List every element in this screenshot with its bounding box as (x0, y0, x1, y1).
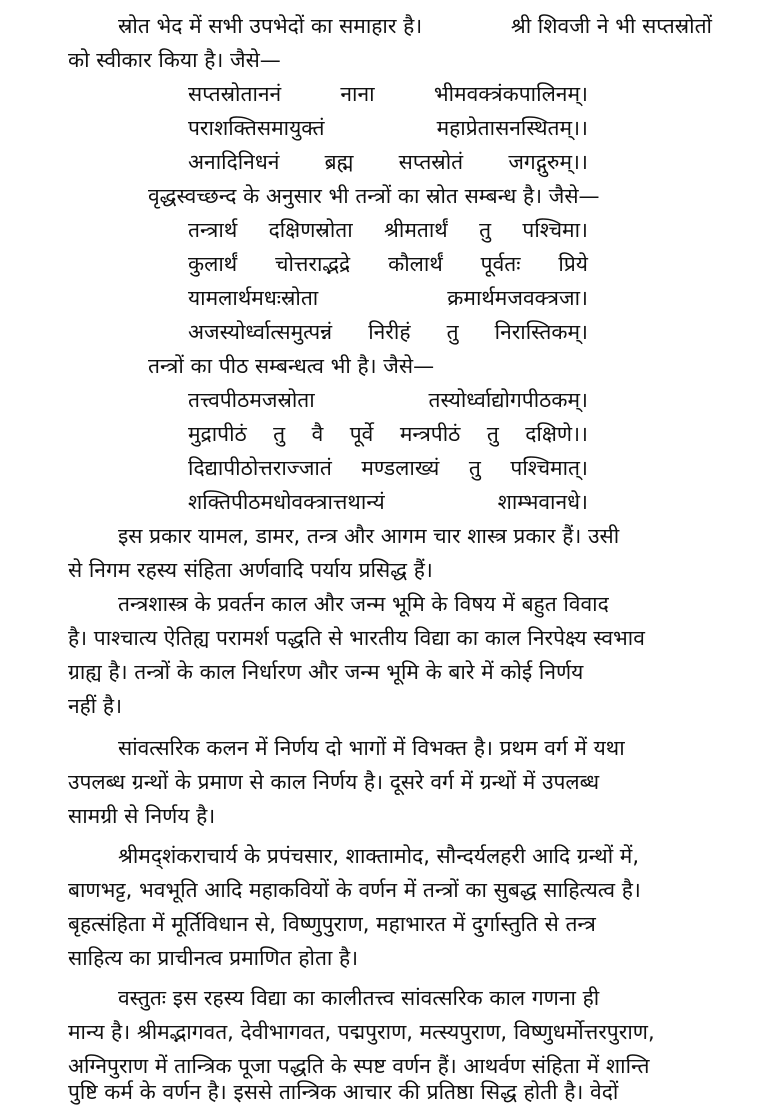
paragraph-line: पुष्टि कर्म के वर्णन है। इससे तान्त्रिक आचार की प्रतिष्ठा सिद्ध होती है। वेदों (68, 1080, 619, 1104)
paragraph-line: वृद्धस्वच्छन्द के अनुसार भी तन्त्रों का स्रोत सम्बन्ध है। जैसे— (148, 184, 600, 208)
paragraph-line: इस प्रकार यामल, डामर, तन्त्र और आगम चार शास्त्र प्रकार हैं। उसी (118, 524, 620, 548)
paragraph-line: साहित्य का प्राचीनत्व प्रमाणित होता है। (68, 946, 359, 970)
paragraph-line: तन्त्रों का पीठ सम्बन्धत्व भी है। जैसे— (148, 354, 435, 378)
paragraph-line: नहीं है। (68, 694, 123, 718)
paragraph-line: है। पाश्चात्य ऐतिह्य परामर्श पद्धति से भारतीय विद्या का काल निरपेक्ष्य स्वभाव (68, 626, 645, 650)
paragraph-line: मान्य है। श्रीमद्भागवत, देवीभागवत, पद्मपुराण, मत्स्यपुराण, विष्णुधर्मोत्तरपुराण, (68, 1020, 655, 1044)
paragraph-line: सांवत्सरिक कलन में निर्णय दो भागों में विभक्त है। प्रथम वर्ग में यथा (118, 736, 625, 760)
paragraph-line: सामग्री से निर्णय है। (68, 804, 216, 828)
paragraph-line: अग्निपुराण में तान्त्रिक पूजा पद्धति के स्पष्ट वर्णन हैं। आथर्वण संहिता में शान्ति (68, 1054, 650, 1078)
verse-line: सप्तस्रोताननं नाना भीमवक्त्रंकपालिनम्। (188, 82, 588, 106)
paragraph-line: से निगम रहस्य संहिता अर्णवादि पर्याय प्रसिद्ध हैं। (68, 558, 433, 582)
paragraph-line: बृहत्संहिता में मूर्तिविधान से, विष्णुपुराण, महाभारत में दुर्गास्तुति से तन्त्र (68, 912, 596, 936)
paragraph-line: उपलब्ध ग्रन्थों के प्रमाण से काल निर्णय है। दूसरे वर्ग में ग्रन्थों में उपलब्ध (68, 770, 600, 794)
verse-line: यामलार्थमधःस्रोता क्रमार्थमजवक्त्रजा। (188, 286, 588, 310)
verse-line: अनादिनिधनं ब्रह्म सप्तस्रोतं जगद्गुरुम्।। (188, 150, 588, 174)
verse-line: शक्तिपीठमधोवक्त्रात्तथान्यं शाम्भवानधे। (188, 490, 588, 514)
paragraph-line: वस्तुतः इस रहस्य विद्या का कालीतत्त्व सांवत्सरिक काल गणना ही (118, 986, 600, 1010)
verse-line: तन्त्रार्थ दक्षिणस्रोता श्रीमतार्थं तु पश्चिमा। (188, 218, 588, 242)
verse-line: दिद्यापीठोत्तराज्जातं मण्डलाख्यं तु पश्चिमात्। (188, 456, 588, 480)
paragraph-line: को स्वीकार किया है। जैसे— (68, 48, 281, 72)
paragraph-line: तन्त्रशास्त्र के प्रवर्तन काल और जन्म भूमि के विषय में बहुत विवाद (118, 592, 609, 616)
verse-line: अजस्योर्ध्वात्समुत्पन्नं निरीहं तु निरास्तिकम्। (188, 320, 588, 344)
paragraph-line: बाणभट्ट, भवभूति आदि महाकवियों के वर्णन में तन्त्रों का सुबद्ध साहित्यत्व है। (68, 878, 641, 902)
verse-line: पराशक्तिसमायुक्तं महाप्रेतासनस्थितम्।। (188, 116, 588, 140)
verse-line: कुलार्थं चोत्तराद्भद्रे कौलार्थं पूर्वतः प्रिये (188, 252, 588, 276)
verse-line: तत्त्वपीठमजस्रोता तस्योर्ध्वाद्योगपीठकम्। (188, 388, 588, 412)
paragraph-line: श्रीमद्शंकराचार्य के प्रपंचसार, शाक्तामोद, सौन्दर्यलहरी आदि ग्रन्थों में, (118, 844, 640, 868)
paragraph-line: ग्राह्य है। तन्त्रों के काल निर्धारण और जन्म भूमि के बारे में कोई निर्णय (68, 660, 584, 684)
paragraph-line: स्रोत भेद में सभी उपभेदों का समाहार है। श्री शिवजी ने भी सप्तस्रोतों (118, 14, 712, 38)
verse-line: मुद्रापीठं तु वै पूर्वे मन्त्रपीठं तु दक्षिणे।। (188, 422, 588, 446)
